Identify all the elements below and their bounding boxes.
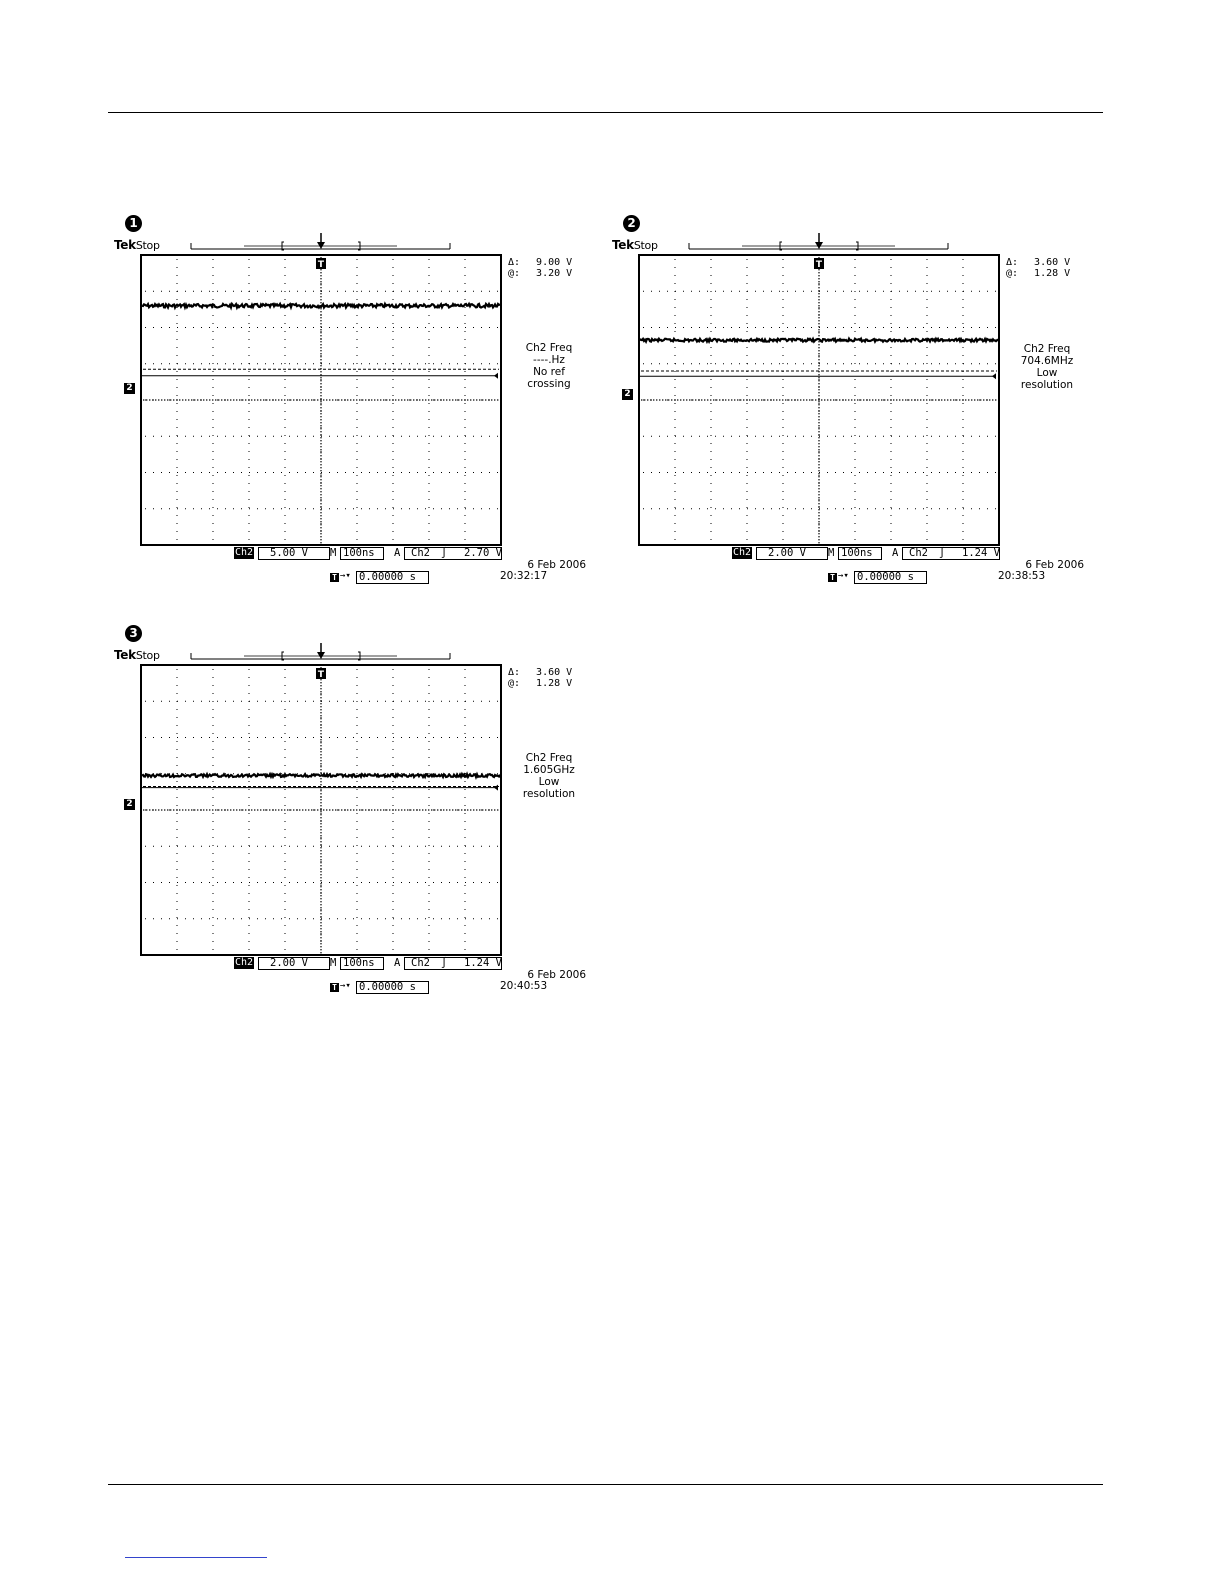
trigger-level: 1.24 V	[962, 547, 1000, 559]
freq-line: No ref	[533, 366, 565, 378]
freq-line: Low	[1036, 367, 1058, 379]
trigger-position-marker	[814, 233, 824, 270]
ch2-frequency-readout	[505, 752, 593, 800]
trigger-position-value: 0.00000 s	[359, 571, 416, 583]
footer-rule	[108, 1484, 1103, 1485]
arrow-icon: →▾	[838, 571, 849, 581]
trigger-prefix: A	[394, 547, 401, 559]
trigger-position-value: 0.00000 s	[857, 571, 914, 583]
cursor-delta-row	[508, 257, 572, 268]
acquisition-state: Stop	[633, 239, 658, 252]
volts-per-div: 2.00 V	[270, 957, 308, 969]
trigger-position-marker	[316, 233, 326, 270]
graticule-grid	[143, 257, 501, 543]
trigger-level-arrow	[494, 373, 498, 379]
at-value: 1.28 V	[1034, 268, 1071, 279]
volts-per-div: 5.00 V	[270, 547, 308, 559]
brand-label: Tek	[612, 238, 634, 252]
cursor-at-row	[508, 678, 572, 689]
trigger-source: Ch2	[909, 547, 928, 559]
freq-line: 1.605GHz	[523, 764, 575, 776]
trigger-level: 2.70 V	[464, 547, 502, 559]
time-per-div: 100ns	[343, 547, 375, 559]
at-value: 1.28 V	[536, 678, 573, 689]
timebase-prefix: M	[330, 957, 337, 969]
acquisition-state: Stop	[135, 649, 160, 662]
trigger-level-arrow	[494, 785, 498, 791]
status-bar	[612, 547, 1082, 560]
cursor-readout	[1006, 257, 1070, 279]
capture-timestamp	[998, 560, 1084, 582]
at-value: 3.20 V	[536, 268, 573, 279]
timebase-prefix: M	[828, 547, 835, 559]
capture-date: 6 Feb 2006	[527, 559, 586, 571]
freq-line: Ch2 Freq	[525, 752, 573, 764]
graticule-grid	[143, 667, 501, 953]
trigger-source: Ch2	[411, 547, 430, 559]
ch2-ground-marker: 2	[124, 799, 135, 810]
channel-label: Ch2	[235, 957, 254, 968]
ch2-waveform-trace	[142, 304, 500, 308]
ch2-waveform-trace	[142, 774, 500, 777]
capture-time: 20:32:17	[500, 570, 548, 582]
delta-symbol: Δ:	[508, 667, 521, 678]
status-bar	[114, 957, 584, 970]
freq-line: 704.6MHz	[1020, 355, 1074, 367]
figure-number-badge: 2	[623, 215, 640, 232]
channel-label: Ch2	[235, 547, 254, 558]
figure-number-badge: 1	[125, 215, 142, 232]
trigger-position-icon: T	[330, 983, 339, 992]
oscilloscope-capture-2	[612, 215, 1082, 595]
cursor-readout	[508, 667, 572, 689]
volts-per-div: 2.00 V	[768, 547, 806, 559]
graticule-grid	[641, 257, 999, 543]
at-symbol: @:	[508, 268, 521, 279]
channel-label: Ch2	[733, 547, 752, 558]
freq-line: Ch2 Freq	[525, 342, 573, 354]
trigger-marker-label: T	[317, 670, 325, 680]
status-bar	[114, 547, 584, 560]
acquisition-state: Stop	[135, 239, 160, 252]
delta-value: 9.00 V	[536, 257, 573, 268]
capture-timestamp	[500, 560, 586, 582]
arrow-icon: →▾	[340, 571, 351, 581]
header-rule	[108, 112, 1103, 113]
trigger-source: Ch2	[411, 957, 430, 969]
trigger-level: 1.24 V	[464, 957, 502, 969]
freq-line: ----.Hz	[533, 354, 565, 366]
arrow-icon: →▾	[340, 981, 351, 991]
time-per-div: 100ns	[841, 547, 873, 559]
cursor-at-row	[1006, 268, 1070, 279]
trigger-position-value: 0.00000 s	[359, 981, 416, 993]
trigger-prefix: A	[394, 957, 401, 969]
time-per-div: 100ns	[343, 957, 375, 969]
ch2-frequency-readout	[1003, 343, 1091, 391]
delta-symbol: Δ:	[508, 257, 521, 268]
capture-timestamp	[500, 970, 586, 992]
delta-value: 3.60 V	[536, 667, 573, 678]
capture-time: 20:38:53	[998, 570, 1046, 582]
capture-date: 6 Feb 2006	[1025, 559, 1084, 571]
freq-line: resolution	[522, 788, 576, 800]
trigger-position-icon: T	[330, 573, 339, 582]
oscilloscope-capture-1	[114, 215, 584, 595]
footer-link-underline[interactable]	[125, 1557, 267, 1558]
brand-label: Tek	[114, 238, 136, 252]
timebase-prefix: M	[330, 547, 337, 559]
freq-line: crossing	[527, 378, 571, 390]
trigger-slope: ∫	[441, 547, 448, 559]
brand-label: Tek	[114, 648, 136, 662]
capture-time: 20:40:53	[500, 980, 548, 992]
trigger-slope: ∫	[441, 957, 448, 969]
trigger-marker-label: T	[317, 260, 325, 270]
at-symbol: @:	[508, 678, 521, 689]
figure-number-badge: 3	[125, 625, 142, 642]
cursor-at-row	[508, 268, 572, 279]
ch2-ground-marker: 2	[124, 383, 135, 394]
trigger-slope: ∫	[939, 547, 946, 559]
delta-value: 3.60 V	[1034, 257, 1071, 268]
cursor-delta-row	[1006, 257, 1070, 268]
freq-line: Low	[538, 776, 560, 788]
oscilloscope-capture-3	[114, 625, 584, 1005]
trigger-position-icon: T	[828, 573, 837, 582]
cursor-delta-row	[508, 667, 572, 678]
cursor-readout	[508, 257, 572, 279]
at-symbol: @:	[1006, 268, 1019, 279]
trigger-position-marker	[316, 643, 326, 680]
freq-line: resolution	[1020, 379, 1074, 391]
capture-date: 6 Feb 2006	[527, 969, 586, 981]
trigger-prefix: A	[892, 547, 899, 559]
ch2-ground-marker: 2	[622, 389, 633, 400]
trigger-level-arrow	[992, 373, 996, 379]
ch2-frequency-readout	[505, 342, 593, 390]
delta-symbol: Δ:	[1006, 257, 1019, 268]
trigger-marker-label: T	[815, 260, 823, 270]
freq-line: Ch2 Freq	[1023, 343, 1071, 355]
